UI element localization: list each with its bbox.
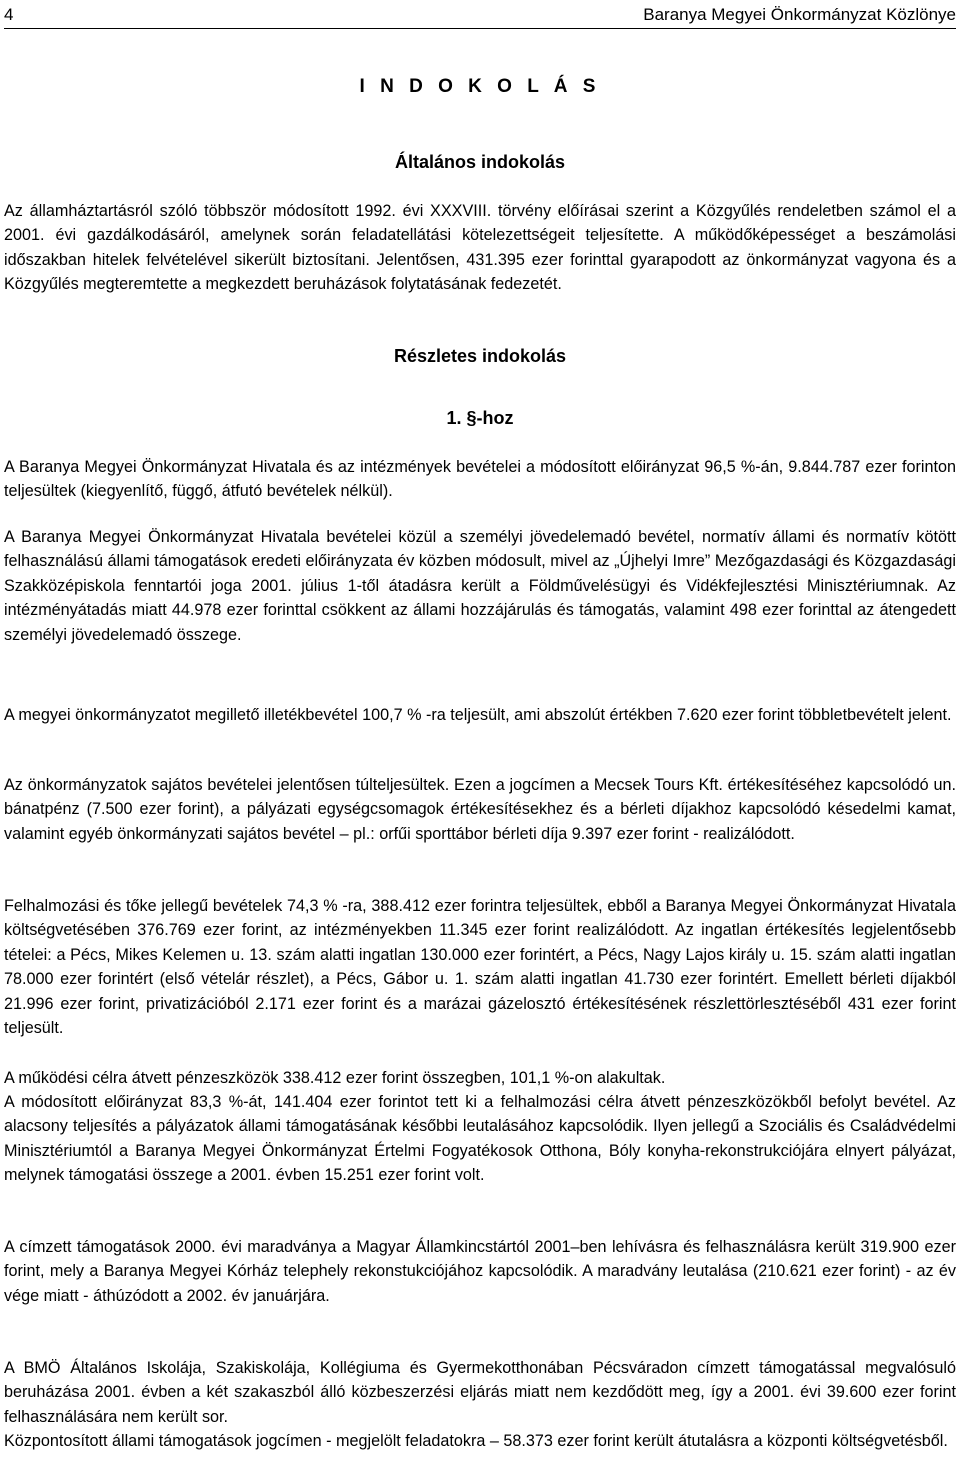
detail-paragraph-7: A módosított előirányzat 83,3 %-át, 141.404 ezer forintot tett ki a felhalmozási célra átvett pénzeszközökből befolyt bevétel. Az alacsony teljesítés a pályázatok állami támogatásának későbbi leutalásához kapcsolódik. Ilyen jellegű a Szociális és Családvédelmi Minisztériumtól a Baranya Megyei Önkormányzat Értelmi Fogyatékosok Otthona, Bóly konyha-rekonstrukciójára elnyert pályázat, melynek támogatási összege a 2001. évben 15.251 ezer forint volt. (4, 1093, 956, 1185)
section-number: 1. (446, 408, 462, 428)
running-header (4, 4, 956, 29)
detail-paragraph-6: A működési célra átvett pénzeszközök 338.412 ezer forint összegben, 101,1 %-on alakultak. (4, 1069, 666, 1087)
publication-title: Baranya Megyei Önkormányzat Közlönye (643, 5, 956, 24)
section-suffix: -hoz (476, 408, 514, 428)
detail-paragraph-8: A címzett támogatások 2000. évi maradványa a Magyar Államkincstártól 2001–ben lehívásra és felhasználásra került 319.900 ezer forint, mely a Baranya Megyei Kórház telephely rekonstukciójához kapcsolódik. A maradvány leutalása (210.621 ezer forint) - az év vége miatt - áthúzódott a 2002. év januárjára. (4, 1238, 956, 1305)
general-paragraph: Az államháztartásról szóló többször módosított 1992. évi XXXVIII. törvény előírásai szerint a Közgyűlés rendeletben számol el a 2001. évi gazdálkodásáról, amelynek során feladatellátási kötelezettségeit teljesítette. A működőképességet a beszámolási időszakban hitelek felvételével sikerült biztosítani. Jelentősen, 431.395 ezer forinttal gyarapodott az önkormányzat vagyona és a Közgyűlés megteremtette a megkezdett beruházások folytatásának fedezetét. (4, 202, 956, 294)
detail-paragraph-5: Felhalmozási és tőke jellegű bevételek 74,3 % -ra, 388.412 ezer forintra teljesültek, ebből a Baranya Megyei Önkormányzat Hivatala költségvetésében 376.769 ezer forint, az intézményekben 11.345 ezer forint realizálódott. Az ingatlan értékesítés legjelentősebb tételei: a Pécs, Mikes Kelemen u. 13. szám alatti ingatlan 130.000 ezer forintért, a Pécs, Nagy Lajos király u. 15. szám alatti ingatlan 78.000 ezer forintért (első vételár részlet), a Pécs, Gábor u. 1. szám alatti ingatlan 41.730 ezer forintért. Emellett bérleti díjakból 21.996 ezer forint, privatizációból 2.171 ezer forint és a marázai gázelosztó értékesítésének részlettörlesztéséből 431 ezer forint teljesült. (4, 897, 956, 1038)
general-heading: Általános indokolás (394, 152, 566, 172)
detail-paragraph-2: A Baranya Megyei Önkormányzat Hivatala bevételei közül a személyi jövedelemadó bevétel, normatív állami és normatív kötött felhasználású állami támogatások eredeti előirányzata év közben módosult, mivel az „Újhelyi Imre” Mezőgazdasági és Közgazdasági Szakközépiskola fenntartói joga 2001. július 1-től átadásra került a Földművelésügyi és Vidékfejlesztési Minisztériumnak. Az intézményátadás miatt 44.978 ezer forinttal csökkent az állami hozzájárulás és támogatás, valamint 498 ezer forinttal az átengedett személyi jövedelemadó összege. (4, 528, 956, 644)
detail-heading: Részletes indokolás (393, 346, 567, 366)
page-number: 4 (4, 5, 14, 24)
detail-paragraph-9: A BMÖ Általános Iskolája, Szakiskolája, Kollégiuma és Gyermekotthonában Pécsváradon címzett támogatással megvalósuló beruházása 2001. évben a két szakaszból álló közbeszerzési eljárás miatt nem kezdődött meg, így a 2001. évi 39.600 ezer forint felhasználására nem került sor. (4, 1359, 956, 1426)
detail-paragraph-3: A megyei önkormányzatot megillető illetékbevétel 100,7 % -ra teljesült, ami abszolút értékben 7.620 ezer forint többletbevételt jelent. (4, 706, 952, 724)
detail-paragraph-4: Az önkormányzatok sajátos bevételei jelentősen túlteljesültek. Ezen a jogcímen a Mecsek Tours Kft. értékesítéséhez kapcsolódó un. bánatpénz (7.500 ezer forint), a pályázati egységcsomagok értékesítésekhez és a bérleti díjakhoz kapcsolódó késedelmi kamat, valamint egyéb önkormányzati sajátos bevétel – pl.: orfűi sporttábor bérleti díja 9.397 ezer forint - realizálódott. (4, 776, 956, 843)
section-symbol: § (466, 408, 477, 428)
detail-paragraph-1: A Baranya Megyei Önkormányzat Hivatala és az intézmények bevételei a módosított előirányzat 96,5 %-án, 9.844.787 ezer forinton teljesültek (kiegyenlítő, függő, átfutó bevételek nélkül). (4, 458, 956, 501)
document-title: I N D O K O L Á S (359, 76, 601, 97)
detail-paragraph-10: Központosított állami támogatások jogcímen - megjelölt feladatokra – 58.373 ezer forint került átutalásra a központi költségvetésből. (4, 1432, 948, 1450)
section-heading (0, 408, 960, 429)
